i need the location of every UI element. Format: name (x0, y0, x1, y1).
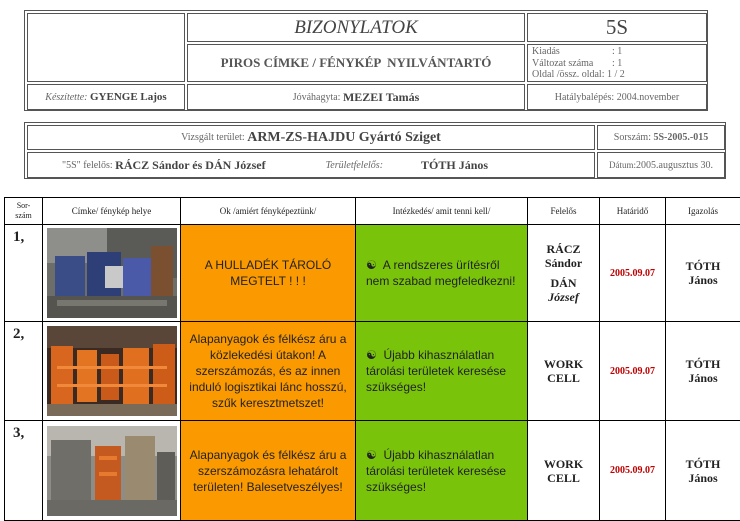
table-row (5, 421, 740, 521)
responsible-name: WORK (543, 357, 584, 371)
photo-cell (43, 322, 181, 421)
kiadas-value: : 1 (612, 46, 623, 57)
responsible-name: József (548, 290, 579, 304)
doc-title (187, 13, 525, 42)
reason-cell (181, 421, 356, 521)
approved-by (187, 84, 525, 110)
hatalybalepes-value: 2004.november (616, 91, 680, 103)
issue-info (527, 44, 707, 82)
row-number: 3, (5, 421, 43, 521)
table-header-row (5, 198, 740, 225)
col-header-igazolas: Igazolás (666, 198, 740, 225)
action-cell (356, 225, 528, 322)
header-block (24, 10, 708, 111)
sorszam-box (597, 125, 725, 150)
responsible-name: DÁN (550, 276, 577, 290)
kiadas-label: Kiadás (532, 46, 560, 57)
action-text: Újabb kihasználatlan tárolási területek keresése szükséges! (366, 348, 507, 394)
action-cell (356, 421, 528, 521)
responsible-name: CELL (547, 470, 580, 485)
responsible-name: Sándor (544, 256, 583, 270)
subtitle-box (187, 44, 525, 82)
deadline-cell: 2005.09.07 (600, 322, 666, 421)
doc-title-text: BIZONYLATOK (294, 16, 418, 38)
responsible-name: WORK (543, 456, 584, 471)
table-row (5, 322, 740, 421)
datum-value: 2005.augusztus 30. (636, 159, 713, 171)
verify-cell (666, 225, 740, 322)
info-block (24, 122, 726, 179)
code-text: 5S (605, 15, 629, 39)
table-row (5, 225, 740, 322)
waste-container-photo (47, 228, 177, 318)
reason-text: Alapanyagok és félkész áru a közlekedési útakon! A szerszámozás, és az innen induló logisztikai lánc hosszú, szűk keresztmetszet! (189, 332, 347, 410)
deadline-cell: 2005.09.07 (600, 225, 666, 322)
tag-table (4, 197, 740, 521)
jovahagyta-label: Jóváhagyta: (292, 91, 341, 103)
felelos-label: "5S" felelős: (62, 159, 113, 171)
responsible-name: CELL (547, 371, 580, 385)
warehouse-shelves-photo (47, 326, 177, 416)
valtozat-label: Változat száma (532, 57, 594, 69)
verifier-name: TÓTH (685, 259, 721, 273)
oldal-value: : 1 / 2 (601, 69, 625, 80)
area-box (27, 125, 595, 150)
responsible-cell (528, 225, 600, 322)
row-number: 2, (5, 322, 43, 421)
sorszam-label: Sorszám: (613, 132, 651, 143)
keszitette-label: Készítette: (45, 91, 88, 103)
verifier-name: János (688, 273, 718, 287)
yin-yang-bullet-icon: ☯ (366, 348, 377, 362)
col-header-felelos: Felelős (528, 198, 600, 225)
yin-yang-bullet-icon: ☯ (366, 447, 377, 462)
col-header-ok: Ok /amiért fényképeztünk/ (181, 198, 356, 225)
logo-area (27, 13, 185, 82)
reason-cell (181, 225, 356, 322)
prepared-by (27, 84, 185, 110)
deadline-cell: 2005.09.07 (600, 421, 666, 521)
datum-label: Dátum: (609, 160, 637, 170)
reason-cell (181, 322, 356, 421)
reason-text: Alapanyagok és félkész áru a szerszámozásra lehatárolt területen! Balesetveszélyes! (189, 447, 347, 494)
action-text: A rendszeres ürítésről nem szabad megfeledkezni! (366, 258, 516, 288)
col-header-intezkedes: Intézkedés/ amit tenni kell/ (356, 198, 528, 225)
resp-box (27, 152, 595, 178)
verify-cell (666, 421, 740, 521)
teruletfelelos-value: TÓTH János (421, 157, 489, 172)
photo-cell (43, 225, 181, 322)
verify-cell (666, 322, 740, 421)
subtitle-text: PIROS CÍMKE / FÉNYKÉP NYILVÁNTARTÓ (220, 55, 492, 70)
verifier-name: TÓTH (685, 357, 721, 371)
keszitette-value: GYENGE Lajos (90, 91, 167, 103)
verifier-name: János (688, 371, 718, 385)
photo-cell (43, 421, 181, 521)
responsible-cell (528, 421, 600, 521)
valtozat-value: : 1 (612, 57, 623, 69)
responsible-name: RÁCZ (546, 242, 581, 256)
hatalybalepes-label: Hatálybalépés: (554, 91, 615, 103)
verifier-name: TÓTH (685, 456, 721, 471)
reason-text: A HULLADÉK TÁROLÓ MEGTELT ! ! ! (204, 258, 332, 288)
oldal-label: Oldal /össz. oldal (532, 69, 602, 80)
teruletfelelos-label: Területfelelős: (325, 159, 384, 171)
row-number: 1, (5, 225, 43, 322)
verifier-name: János (688, 470, 718, 485)
code-box (527, 13, 707, 42)
action-text: Újabb kihasználatlan tárolási területek keresése szükséges! (366, 447, 507, 494)
terulet-label: Vizsgált terület: (181, 132, 245, 143)
felelos-value: RÁCZ Sándor és DÁN József (115, 157, 266, 172)
jovahagyta-value: MEZEI Tamás (342, 89, 420, 104)
terulet-value: ARM-ZS-HAJDU Gyártó Sziget (247, 129, 441, 145)
tooling-area-photo (47, 426, 177, 516)
effective-date (527, 84, 707, 110)
responsible-cell (528, 322, 600, 421)
col-header-sorszam: Sor- szám (5, 198, 43, 225)
sorszam-value: 5S-2005.-015 (653, 132, 709, 143)
col-header-hatarido: Határidő (600, 198, 666, 225)
yin-yang-bullet-icon: ☯ (366, 258, 377, 272)
col-header-cimke: Címke/ fénykép helye (43, 198, 181, 225)
action-cell (356, 322, 528, 421)
date-box (597, 152, 725, 178)
